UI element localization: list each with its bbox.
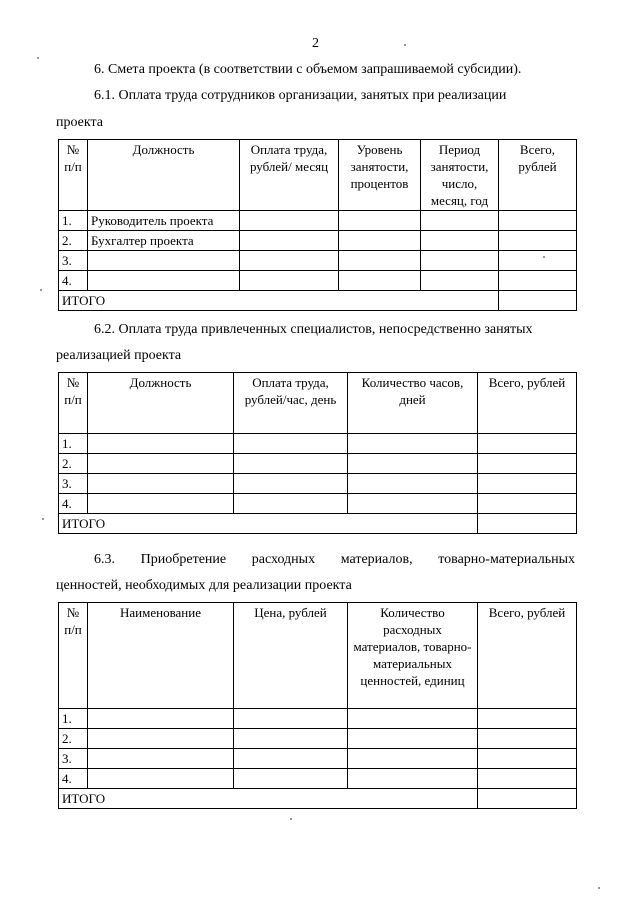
scan-speck xyxy=(290,818,292,820)
total-row xyxy=(59,514,577,534)
table-6-1 xyxy=(58,139,577,311)
row-num: 1. xyxy=(59,434,88,454)
scan-speck xyxy=(40,289,42,291)
scan-speck xyxy=(598,887,600,889)
section-6-3-heading-line1: 6.3. Приобретение расходных материалов, товарно-материальных xyxy=(94,552,575,567)
total-label: ИТОГО xyxy=(59,514,478,534)
header-item-name: Наименование xyxy=(88,603,234,709)
section-6-3-heading-line2: ценностей, необходимых для реализации проекта xyxy=(56,578,352,593)
row-position: Бухгалтер проекта xyxy=(88,231,240,251)
row-num: 2. xyxy=(59,729,88,749)
total-row xyxy=(59,291,577,311)
table-row xyxy=(59,749,577,769)
section-6-2-heading-line2: реализацией проекта xyxy=(56,348,182,363)
header-hours-days: Количество часов, дней xyxy=(348,373,478,434)
row-num: 3. xyxy=(59,749,88,769)
header-quantity: Количество расходных материалов, товарно-материальных ценностей, единиц xyxy=(348,603,478,709)
page-number: 2 xyxy=(312,36,319,51)
total-row xyxy=(59,789,577,809)
row-num: 4. xyxy=(59,769,88,789)
row-num: 3. xyxy=(59,474,88,494)
scan-speck xyxy=(42,518,44,520)
header-price: Цена, рублей xyxy=(234,603,348,709)
row-num: 1. xyxy=(59,709,88,729)
total-label: ИТОГО xyxy=(59,291,499,311)
header-total: Всего, рублей xyxy=(478,603,577,709)
row-num: 2. xyxy=(59,231,88,251)
table-row xyxy=(59,231,577,251)
table-row xyxy=(59,271,577,291)
scan-speck xyxy=(37,57,39,59)
table-row xyxy=(59,251,577,271)
section-6-title: 6. Смета проекта (в соответствии с объемом запрашиваемой субсидии). xyxy=(94,62,522,77)
table-row xyxy=(59,494,577,514)
header-total: Всего, рублей xyxy=(478,373,577,434)
table-row xyxy=(59,211,577,231)
table-6-3 xyxy=(58,602,577,809)
header-rate: Оплата труда, рублей/час, день xyxy=(234,373,348,434)
header-position: Должность xyxy=(88,373,234,434)
header-num: № п/п xyxy=(59,373,88,434)
header-employment-level: Уровень занятости, процентов xyxy=(339,140,421,211)
row-num: 4. xyxy=(59,271,88,291)
table-row xyxy=(59,769,577,789)
row-position: Руководитель проекта xyxy=(88,211,240,231)
scan-speck xyxy=(543,256,545,258)
table-6-2 xyxy=(58,372,577,534)
scan-speck xyxy=(404,44,406,46)
row-position xyxy=(88,251,240,271)
section-6-1-heading-line1: 6.1. Оплата труда сотрудников организации, занятых при реализации xyxy=(94,88,507,103)
header-num: № п/п xyxy=(59,603,88,709)
row-num: 3. xyxy=(59,251,88,271)
table-row xyxy=(59,474,577,494)
header-num: № п/п xyxy=(59,140,88,211)
table-row xyxy=(59,434,577,454)
table-row xyxy=(59,454,577,474)
row-num: 2. xyxy=(59,454,88,474)
section-6-2-heading-line1: 6.2. Оплата труда привлеченных специалистов, непосредственно занятых xyxy=(94,322,533,337)
total-label: ИТОГО xyxy=(59,789,478,809)
header-employment-period: Период занятости, число, месяц, год xyxy=(421,140,499,211)
row-position xyxy=(88,271,240,291)
section-6-1-heading-line2: проекта xyxy=(56,115,103,130)
header-position: Должность xyxy=(88,140,240,211)
header-salary: Оплата труда, рублей/ месяц xyxy=(240,140,339,211)
table-row xyxy=(59,729,577,749)
row-num: 1. xyxy=(59,211,88,231)
row-num: 4. xyxy=(59,494,88,514)
header-total: Всего, рублей xyxy=(499,140,577,211)
table-row xyxy=(59,709,577,729)
